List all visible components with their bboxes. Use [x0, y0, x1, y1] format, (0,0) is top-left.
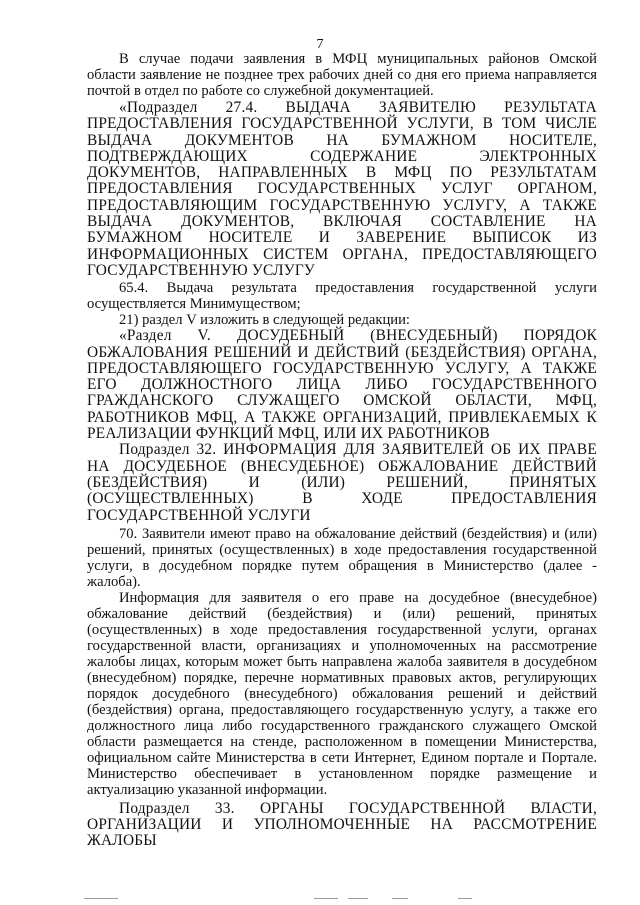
paragraph-information: Информация для заявителя о его праве на досудебное (внесудебное) обжалование действий (бездействия) и (или) решений, принятых (осуществленных) в ходе предоставления государственной услуги, органах государственной власти, организациях и уполномоченных на рассмотрение жалобы лицах, которым может быть направлена жалоба заявителя в досудебном (внесудебном) порядке, перечне нормативных правовых актов, регулирующих порядок досудебного (внесудебного) обжалования решений и действий (бездействия) органа, предоставляющего государственную услугу, а также его должностного лица либо государственного гражданского служащего Омской области размещается на стенде, расположенном в помещении Министерства, официальном сайте Министерства в сети Интернет, Едином портале и Портале. Министерство обеспечивает в установленном порядке размещение и актуализацию указанной информации. — [87, 589, 597, 798]
paragraph-21: 21) раздел V изложить в следующей редакции: — [119, 312, 410, 329]
page-number: 7 — [316, 37, 324, 52]
paragraph-70: 70. Заявители имеют право на обжалование действий (бездействия) и (или) решений, принятых (осуществленных) в ходе предоставления государственной услуги, в досудебном порядке путем обращения в Министерство (далее - жалоба). — [87, 525, 597, 590]
section-heading-27-4: «Подраздел 27.4. ВЫДАЧА ЗАЯВИТЕЛЮ РЕЗУЛЬТАТА ПРЕДОСТАВЛЕНИЯ ГОСУДАРСТВЕННОЙ УСЛУГИ, В ТОМ ЧИСЛЕ ВЫДАЧА ДОКУМЕНТОВ НА БУМАЖНОМ НОСИТЕЛЕ, ПОДТВЕРЖДАЮЩИХ СОДЕРЖАНИЕ ЭЛЕКТРОННЫХ ДОКУМЕНТОВ, НАПРАВЛЕННЫХ В МФЦ ПО РЕЗУЛЬТАТАМ ПРЕДОСТАВЛЕНИЯ ГОСУДАРСТВЕННЫХ УСЛУГ ОРГАНОМ, ПРЕДОСТАВЛЯЮЩИМ ГОСУДАРСТВЕННУЮ УСЛУГУ, А ТАКЖЕ ВЫДАЧА ДОКУМЕНТОВ, ВКЛЮЧАЯ СОСТАВЛЕНИЕ НА БУМАЖНОМ НОСИТЕЛЕ И ЗАВЕРЕНИЕ ВЫПИСОК ИЗ ИНФОРМАЦИОННЫХ СИСТЕМ ОРГАНА, ПРЕДОСТАВЛЯЮЩЕГО ГОСУДАРСТВЕННУЮ УСЛУГУ — [87, 99, 597, 279]
document-body — [87, 51, 597, 850]
section-heading-v: «Раздел V. ДОСУДЕБНЫЙ (ВНЕСУДЕБНЫЙ) ПОРЯДОК ОБЖАЛОВАНИЯ РЕШЕНИЙ И ДЕЙСТВИЙ (БЕЗДЕЙСТВИЯ) ОРГАНА, ПРЕДОСТАВЛЯЮЩЕГО ГОСУДАРСТВЕННУЮ УСЛУГУ, А ТАКЖЕ ЕГО ДОЛЖНОСТНОГО ЛИЦА ЛИБО ГОСУДАРСТВЕННОГО ГРАЖДАНСКОГО СЛУЖАЩЕГО ОМСКОЙ ОБЛАСТИ, МФЦ, РАБОТНИКОВ МФЦ, А ТАКЖЕ ОРГАНИЗАЦИЙ, ПРИВЛЕКАЕМЫХ К РЕАЛИЗАЦИИ ФУНКЦИЙ МФЦ, ИЛИ ИХ РАБОТНИКОВ — [87, 327, 597, 443]
section-heading-33: Подраздел 33. ОРГАНЫ ГОСУДАРСТВЕННОЙ ВЛАСТИ, ОРГАНИЗАЦИИ И УПОЛНОМОЧЕННЫЕ НА РАССМОТРЕНИЕ ЖАЛОБЫ — [87, 799, 597, 850]
paragraph-mfc-submission: В случае подачи заявления в МФЦ муниципальных районов Омской области заявление не позднее трех рабочих дней со дня его приема направляется почтой в отдел по работе со служебной документацией. — [87, 51, 597, 99]
paragraph-65-4: 65.4. Выдача результата предоставления государственной услуги осуществляется Минимуществом; — [87, 280, 597, 313]
scan-edge-marks — [0, 896, 640, 905]
section-heading-32: Подраздел 32. ИНФОРМАЦИЯ ДЛЯ ЗАЯВИТЕЛЕЙ ОБ ИХ ПРАВЕ НА ДОСУДЕБНОЕ (ВНЕСУДЕБНОЕ) ОБЖАЛОВАНИЕ ДЕЙСТВИЙ (БЕЗДЕЙСТВИЯ) И (ИЛИ) РЕШЕНИЙ, ПРИНЯТЫХ (ОСУЩЕСТВЛЕННЫХ) В ХОДЕ ПРЕДОСТАВЛЕНИЯ ГОСУДАРСТВЕННОЙ УСЛУГИ — [87, 441, 597, 524]
